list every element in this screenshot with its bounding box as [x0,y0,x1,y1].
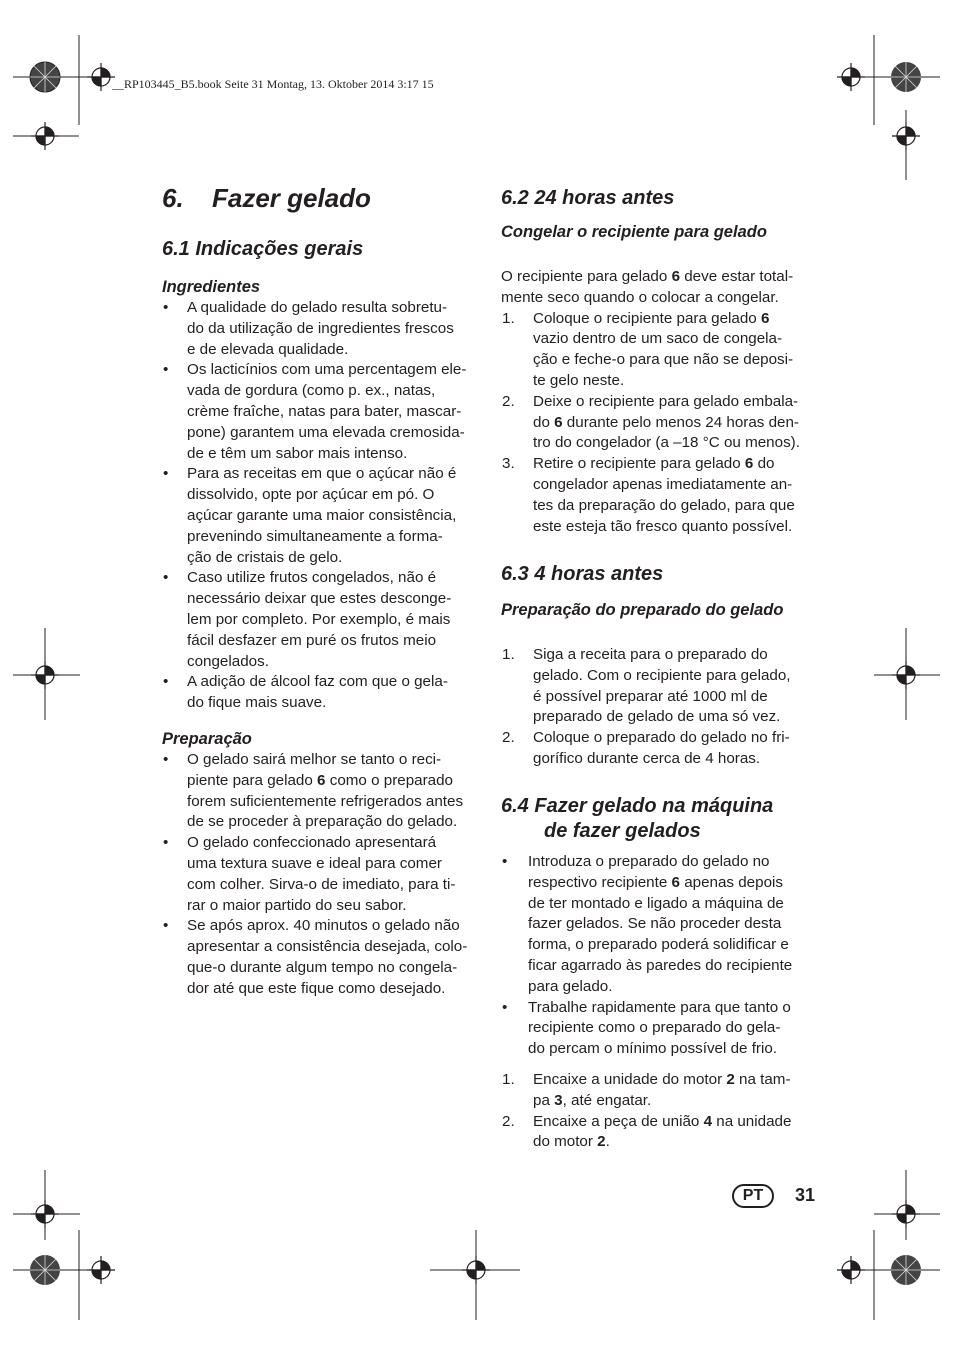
text-line: A qualidade do gelado resulta sobretu- [187,299,448,316]
text-line: ção e feche-o para que não se deposi- [533,351,794,369]
subsection-title-6-4 [501,794,773,844]
ingredientes-list-block [162,298,487,714]
text-line: lem por completo. Por exemplo, é mais [187,610,451,628]
text-line: ção de cristais de gelo. [187,548,343,566]
text-line: dor até que este fique como desejado. [187,979,446,997]
text-line: do motor [533,1133,598,1151]
step-item [501,454,831,537]
text-line: Para as receitas em que o açúcar não é [187,465,457,483]
text-line: fazer gelados. Se não proceder desta [528,915,782,933]
ingredientes-list [162,298,487,714]
s64-body [501,852,831,1153]
part-ref: 3 [554,1091,563,1109]
star-target-icon [891,1255,921,1285]
text-line: Introduza o preparado do gelado no [528,853,770,870]
step-item [501,728,831,770]
text-line: recipiente como o preparado do gela- [528,1019,781,1037]
preparacao-list [162,750,487,1000]
text-line: uma textura suave e ideal para comer [187,854,442,872]
text-line: e de elevada qualidade. [187,340,349,358]
part-ref: 6 [317,771,326,789]
text-line: congelador apenas imediatamente an- [533,475,793,493]
text-line: do da utilização de ingredientes frescos [187,319,454,337]
list-item [162,298,487,360]
page-number: 31 [795,1185,816,1205]
text-line: necessário deixar que estes desconge- [187,590,452,608]
s64-bullets [501,852,831,1060]
text-line: prevenindo simultaneamente a forma- [187,527,443,545]
registration-target-icon [837,1256,865,1284]
subsection-title-6-3: 6.3 4 horas antes [501,563,664,585]
step-item [501,645,831,728]
text-line: O gelado sairá melhor se tanto o reci- [187,751,442,768]
star-target-icon [30,1255,60,1285]
text-line: gelado. Com o recipiente para gelado, [533,666,791,684]
text-line: crème fraîche, natas para bater, mascar- [187,402,462,420]
text-line: . [605,1133,610,1151]
text-line: , até engatar. [562,1091,652,1109]
star-target-icon [891,62,921,92]
s64-steps [501,1070,831,1153]
list-item [162,750,487,833]
s62-steps [501,309,831,538]
text-line: vazio dentro de um saco de congela- [533,330,783,348]
step-item [501,309,831,392]
registration-target-icon [837,63,865,91]
text-line: que-o durante algum tempo no congela- [187,958,458,976]
step-number: 2. [502,1112,515,1130]
text-line: Os lacticínios com uma percentagem ele- [187,361,467,379]
text-line: pone) garantem uma elevada cremosida- [187,423,465,441]
step-number: 1. [502,309,515,327]
text-line: Siga a receita para o preparado do [533,646,768,663]
step-number: 1. [502,646,515,663]
list-item [501,852,831,998]
section-title [162,183,371,214]
text-line: fácil desfazer em puré os frutos meio [187,631,437,649]
registration-target-icon [31,1200,59,1228]
list-item [501,998,831,1060]
text-line: Encaixe a unidade do motor [533,1070,727,1088]
text-line: com colher. Sirva-o de imediato, para ti- [187,875,456,893]
heading-preparacao-preparado: Preparação do preparado do gelado [501,601,784,619]
text-line: Coloque o recipiente para gelado [533,309,761,327]
text-line: Retire o recipiente para gelado [533,455,745,473]
text-line: gorífico durante cerca de 4 horas. [533,749,761,767]
text-line: congelados. [187,652,269,670]
text-line: rar o maior partido do seu sabor. [187,896,407,914]
text-line: na tam- [734,1070,791,1088]
text-line: do percam o mínimo possível de frio. [528,1040,778,1058]
text-line: Trabalhe rapidamente para que tanto o [528,998,791,1016]
s62-body [501,267,831,537]
part-ref: 6 [671,268,681,285]
text-line: açúcar garante uma maior consistência, [187,506,457,524]
star-target-icon [30,62,60,92]
text-line: de se proceder à preparação do gelado. [187,813,458,831]
text-line: O gelado confeccionado apresentará [187,834,437,852]
text-line: Encaixe a peça de união [533,1112,704,1130]
step-item [501,1112,831,1154]
part-ref: 4 [703,1112,713,1130]
heading-preparacao: Preparação [162,730,252,748]
text-line: do [533,413,555,431]
text-line: forma, o preparado poderá solidificar e [528,936,789,954]
step-number: 2. [502,729,515,747]
print-file-info: __RP103445_B5.book Seite 31 Montag, 13. Oktober 2014 3:17 15 [112,77,434,91]
section-number: 6. [162,183,184,213]
registration-target-icon [87,1256,115,1284]
heading-ingredientes: Ingredientes [162,278,261,296]
list-item [162,360,487,464]
text-line: te gelo neste. [533,371,625,389]
title-line: 6.4 Fazer gelado na máquina [501,795,774,817]
text-line: apresentar a consistência desejada, colo- [187,938,468,956]
subsection-title-6-1: 6.1 Indicações gerais [162,238,364,260]
step-number: 2. [502,392,515,410]
text-line: para gelado. [528,977,613,995]
text-line: tes da preparação do gelado, para que [533,496,795,514]
text-line: Deixe o recipiente para gelado embala- [533,392,799,410]
registration-target-icon [892,1200,920,1228]
s63-body [501,645,831,770]
part-ref: 6 [760,309,770,327]
text-line: forem suficientemente refrigerados antes [187,792,464,810]
text-line: mente seco quando o colocar a congelar. [501,288,779,306]
text-line: Se após aprox. 40 minutos o gelado não [187,917,460,935]
text-line: deve estar total- [680,268,794,285]
section-title-text: Fazer gelado [212,183,371,213]
text-line: de ter montado e ligado a máquina de [528,894,784,912]
part-ref: 2 [597,1133,606,1151]
text-line: O recipiente para gelado [501,268,672,285]
list-item [162,833,487,916]
s63-steps [501,645,831,770]
part-ref: 6 [554,413,563,431]
text-line: respectivo recipiente [528,873,672,891]
text-line: tro do congelador (a –18 °C ou menos). [533,434,800,452]
text-line: na unidade [712,1112,792,1130]
text-line: é possível preparar até 1000 ml de [533,687,768,705]
paragraph [501,267,831,309]
title-line: de fazer gelados [544,820,701,842]
text-line: dissolvido, opte por açúcar em pó. O [187,486,435,504]
registration-target-icon [892,122,920,150]
text-line: este esteja tão fresco quanto possível. [533,517,793,535]
list-item [162,568,487,672]
text-line: ficar agarrado às paredes do recipiente [528,956,793,974]
registration-target-icon [31,661,59,689]
list-item [162,672,487,714]
text-line: vada de gordura (como p. ex., natas, [187,382,436,400]
text-line: preparado de gelado de uma só vez. [533,708,781,726]
step-item [501,1070,831,1112]
step-number: 1. [502,1070,515,1088]
list-item [162,464,487,568]
text-line: do fique mais suave. [187,694,327,712]
text-line: Coloque o preparado do gelado no fri- [533,729,790,747]
text-line: do [753,455,775,473]
text-line: apenas depois [679,873,783,891]
registration-target-icon [462,1256,490,1284]
part-ref: 6 [671,873,680,891]
text-line: piente para gelado [187,771,318,789]
registration-target-icon [892,661,920,689]
step-item [501,392,831,454]
language-badge: PT [732,1184,774,1208]
subsection-title-6-2: 6.2 24 horas antes [501,187,675,209]
preparacao-list-block [162,750,487,1000]
text-line: durante pelo menos 24 horas den- [562,413,799,431]
text-line: pa [533,1091,555,1109]
text-line: Caso utilize frutos congelados, não é [187,569,437,587]
registration-target-icon [31,122,59,150]
step-number: 3. [502,455,515,473]
text-line: de e têm um sabor mais intenso. [187,444,408,462]
text-line: A adição de álcool faz com que o gela- [187,673,448,691]
list-item [162,916,487,999]
heading-congelar-recipiente: Congelar o recipiente para gelado [501,223,767,241]
text-line: como o preparado [325,771,453,789]
registration-target-icon [87,63,115,91]
part-ref: 2 [726,1070,735,1088]
part-ref: 6 [744,455,754,473]
